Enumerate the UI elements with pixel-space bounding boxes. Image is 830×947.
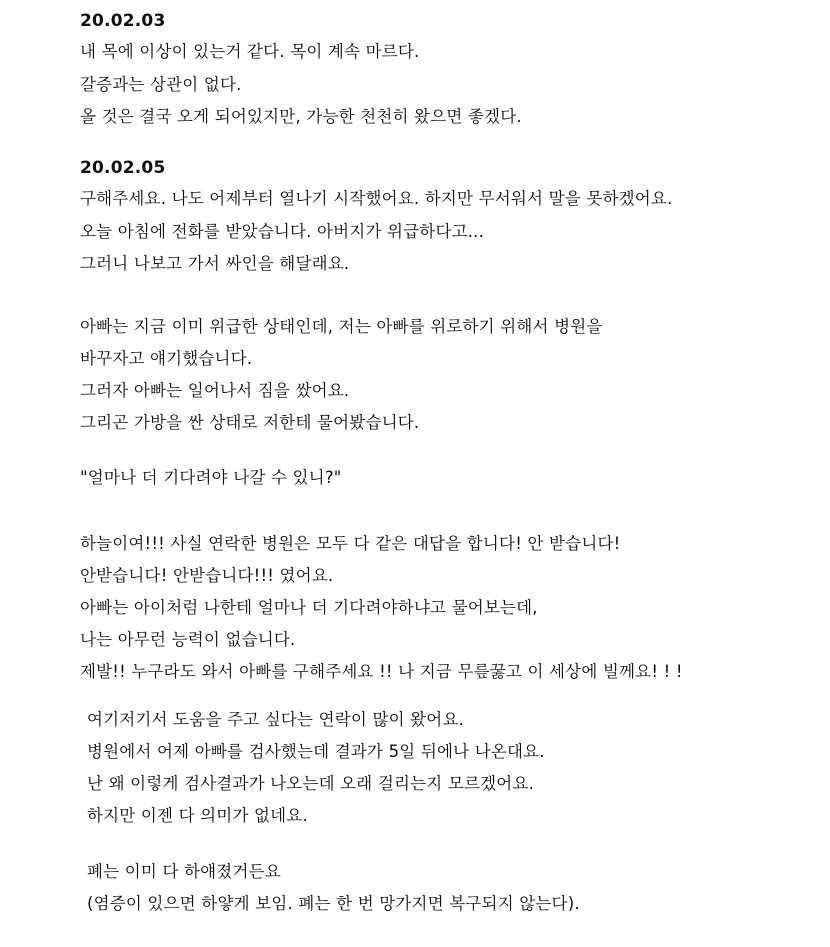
text-line: 나는 아무런 능력이 없습니다. (80, 630, 296, 649)
text-line: 구해주세요. 나도 어제부터 열나기 시작했어요. 하지만 무서워서 말을 못하겠어요. (80, 189, 673, 208)
text-line: 병원에서 어제 아빠를 검사했는데 결과가 5일 뒤에나 나온대요. (87, 742, 545, 761)
text-line: (염증이 있으면 하얗게 보임. 폐는 한 번 망가지면 복구되지 않는다). (87, 894, 580, 913)
text-line: 안받습니다! 안받습니다!!! 였어요. (80, 566, 334, 585)
text-line: 그러니 나보고 가서 싸인을 해달래요. (80, 254, 350, 273)
text-line: 아빠는 아이처럼 나한테 얼마나 더 기다려야하냐고 물어보는데, (80, 598, 538, 617)
text-line: 올 것은 결국 오게 되어있지만, 가능한 천천히 왔으면 좋겠다. (80, 107, 522, 126)
text-line: 하늘이여!!! 사실 연락한 병원은 모두 다 같은 대답을 합니다! 안 받습니다! (80, 534, 621, 553)
text-line: 갈증과는 상관이 없다. (80, 75, 242, 94)
text-line: 여기저기서 도움을 주고 싶다는 연락이 많이 왔어요. (87, 710, 465, 729)
text-line: 그러자 아빠는 일어나서 짐을 쌌어요. (80, 381, 350, 400)
text-line: 난 왜 이렇게 검사결과가 나오는데 오래 걸리는지 모르겠어요. (87, 774, 535, 793)
quote-line: "얼마나 더 기다려야 나갈 수 있니?" (80, 468, 342, 487)
text-line: 아빠는 지금 이미 위급한 상태인데, 저는 아빠를 위로하기 위해서 병원을 (80, 317, 603, 336)
text-line: 그리곤 가방을 싼 상태로 저한테 물어봤습니다. (80, 413, 420, 432)
text-line: 제발!! 누구라도 와서 아빠를 구해주세요 !! 나 지금 무릎꿇고 이 세상에 빌께요! ! ! (80, 662, 683, 681)
text-line: 바꾸자고 얘기했습니다. (80, 349, 253, 368)
text-line: 하지만 이젠 다 의미가 없네요. (87, 806, 308, 825)
text-line: 오늘 아침에 전화를 받았습니다. 아버지가 위급하다고... (80, 222, 485, 241)
text-line: 내 목에 이상이 있는거 같다. 목이 계속 마르다. (80, 42, 420, 61)
entry-date: 20.02.05 (80, 158, 166, 178)
text-line: 폐는 이미 다 하얘졌거든요 (87, 862, 281, 881)
entry-date: 20.02.03 (80, 11, 166, 31)
